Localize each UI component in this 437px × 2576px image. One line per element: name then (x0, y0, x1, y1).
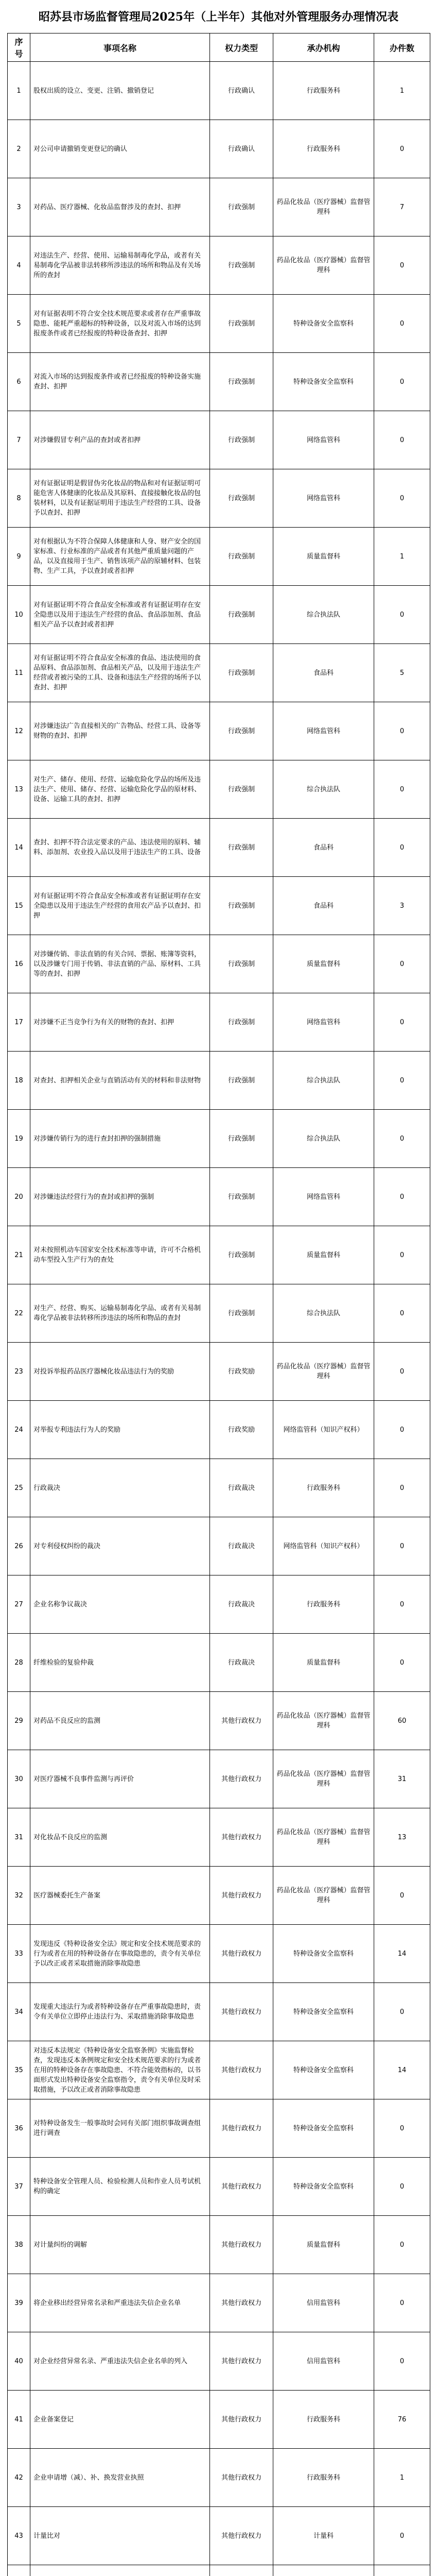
cell-name: 对投诉举报药品医疗器械化妆品违法行为的奖励 (30, 1343, 210, 1401)
cell-count: 14 (374, 1925, 430, 1983)
cell-name: 纤维检验的复验仲裁 (30, 1634, 210, 1692)
cell-seq: 35 (8, 2041, 30, 2099)
cell-count: 0 (374, 760, 430, 819)
cell-type: 行政裁决 (210, 1459, 273, 1517)
cell-name: 对违反本法规定《特种设备安全监察条例》实施监督检查，发现违反本条例规定和安全技术规范要求的行为或者在用的特种设备存在事故隐患、不符合能效指标的，以书面形式发出特种设备安全监察指令，责令有关单位及时采取措施，予以改正或者消除事故隐患 (30, 2041, 210, 2099)
cell-seq: 10 (8, 586, 30, 644)
cell-seq: 43 (8, 2507, 30, 2565)
cell-count: 0 (374, 2507, 430, 2565)
cell-name: 对涉嫌假冒专利产品的查封或者扣押 (30, 411, 210, 469)
cell-dept: 特种设备安全监察科 (273, 2041, 374, 2099)
cell-count: 60 (374, 1692, 430, 1750)
cell-seq: 7 (8, 411, 30, 469)
table-row (8, 2216, 430, 2274)
cell-count: 0 (374, 1226, 430, 1284)
cell-type (210, 2565, 273, 2576)
cell-name: 行政裁决 (30, 1459, 210, 1517)
cell-dept: 计量科 (273, 2507, 374, 2565)
cell-type: 其他行政权力 (210, 1983, 273, 2041)
table-row (8, 1284, 430, 1343)
table-row (8, 353, 430, 411)
cell-dept: 特种设备安全监察科 (273, 1983, 374, 2041)
cell-dept: 综合执法队 (273, 1052, 374, 1110)
cell-seq: 6 (8, 353, 30, 411)
cell-seq: 8 (8, 469, 30, 528)
table-row (8, 1692, 430, 1750)
cell-name: 对涉嫌传销、非法直销的有关合同、票据、账簿等资料，以及涉嫌专门用于传销、非法直销的产品、原材料、工具等的查封、扣押 (30, 935, 210, 993)
table-row (8, 2158, 430, 2216)
cell-type: 行政强制 (210, 1052, 273, 1110)
cell-count: 3 (374, 877, 430, 935)
cell-count: 0 (374, 586, 430, 644)
cell-seq: 36 (8, 2099, 30, 2158)
cell-count (374, 2565, 430, 2576)
cell-count: 0 (374, 1110, 430, 1168)
table-row (8, 1517, 430, 1575)
table-row (8, 1110, 430, 1168)
cell-type: 行政裁决 (210, 1634, 273, 1692)
cell-dept: 食品科 (273, 819, 374, 877)
cell-type: 行政强制 (210, 760, 273, 819)
cell-count: 0 (374, 295, 430, 353)
cell-count: 0 (374, 2274, 430, 2332)
cell-seq: 33 (8, 1925, 30, 1983)
cell-type: 其他行政权力 (210, 2216, 273, 2274)
table-row (8, 62, 430, 120)
cell-dept: 网络监管科 (273, 993, 374, 1052)
cell-type: 其他行政权力 (210, 1692, 273, 1750)
cell-dept: 综合执法队 (273, 1284, 374, 1343)
cell-type: 行政强制 (210, 178, 273, 236)
cell-name: 对计量纠纷的调解 (30, 2216, 210, 2274)
table-row (8, 1052, 430, 1110)
cell-type: 行政强制 (210, 1110, 273, 1168)
cell-name: 对查封、扣押相关企业与直销活动有关的材料和非法财物 (30, 1052, 210, 1110)
cell-type: 行政强制 (210, 935, 273, 993)
cell-count: 0 (374, 2099, 430, 2158)
cell-seq: 38 (8, 2216, 30, 2274)
cell-dept: 药品化妆品（医疗器械）监督管理科 (273, 1750, 374, 1808)
cell-seq: 30 (8, 1750, 30, 1808)
table-row (8, 2099, 430, 2158)
cell-seq: 1 (8, 62, 30, 120)
cell-type: 其他行政权力 (210, 2041, 273, 2099)
table-row (8, 178, 430, 236)
cell-seq: 4 (8, 236, 30, 295)
cell-seq: 12 (8, 702, 30, 760)
table-row (8, 1168, 430, 1226)
cell-name: 对医疗器械不良事件监测与再评价 (30, 1750, 210, 1808)
cell-type: 其他行政权力 (210, 2158, 273, 2216)
cell-type: 其他行政权力 (210, 2274, 273, 2332)
cell-count: 0 (374, 993, 430, 1052)
header-dept: 承办机构 (273, 33, 374, 62)
cell-type: 行政强制 (210, 236, 273, 295)
cell-type: 其他行政权力 (210, 2099, 273, 2158)
header-name: 事项名称 (30, 33, 210, 62)
table-row (8, 120, 430, 178)
cell-seq: 39 (8, 2274, 30, 2332)
cell-dept: 药品化妆品（医疗器械）监督管理科 (273, 178, 374, 236)
cell-dept: 网络监管科 (273, 702, 374, 760)
cell-type: 行政强制 (210, 295, 273, 353)
cell-seq: 16 (8, 935, 30, 993)
cell-type: 行政确认 (210, 62, 273, 120)
cell-dept (273, 2565, 374, 2576)
cell-name: 对有证据证明是假冒伪劣化妆品的物品和对有证据证明可能危害人体健康的化妆品及其原料、直接接触化妆品的包装材料，以及有证据证明用于违法生产经营的工具、设备予以查封、扣押 (30, 469, 210, 528)
cell-name: 对有证据证明不符合食品安全标准的食品、违法使用的食品原料、食品添加剂、食品相关产品，以及用于违法生产经营或者被污染的工具、设备和违法生产经营的场所予以查封、扣押 (30, 644, 210, 702)
cell-name: 对涉嫌违法经营行为的查封或扣押的强制 (30, 1168, 210, 1226)
cell-name: 对举报专利违法行为人的奖励 (30, 1401, 210, 1459)
header-type: 权力类型 (210, 33, 273, 62)
cell-name: 对企业经营异常名录、严重违法失信企业名单的列入 (30, 2332, 210, 2391)
cell-seq (8, 2565, 30, 2576)
cell-count: 0 (374, 2158, 430, 2216)
table-row (8, 644, 430, 702)
cell-count: 0 (374, 236, 430, 295)
cell-count: 0 (374, 1867, 430, 1925)
table-row (8, 819, 430, 877)
cell-seq: 31 (8, 1808, 30, 1867)
cell-seq: 15 (8, 877, 30, 935)
cell-name: 对药品不良反应的监测 (30, 1692, 210, 1750)
table-row (8, 702, 430, 760)
cell-dept: 质量监督科 (273, 935, 374, 993)
cell-seq: 22 (8, 1284, 30, 1343)
cell-name: 对涉嫌不正当竞争行为有关的财物的查封、扣押 (30, 993, 210, 1052)
cell-seq: 26 (8, 1517, 30, 1575)
cell-type: 其他行政权力 (210, 2391, 273, 2449)
cell-type: 行政强制 (210, 1226, 273, 1284)
cell-type: 行政强制 (210, 353, 273, 411)
table-row (8, 1867, 430, 1925)
cell-name: 对有证据证明不符合食品安全标准或者有证据证明存在安全隐患以及用于违法生产经营的食用农产品予以查封、扣押 (30, 877, 210, 935)
cell-seq: 5 (8, 295, 30, 353)
table-row (8, 1575, 430, 1634)
cell-count: 0 (374, 702, 430, 760)
cell-count: 76 (374, 2391, 430, 2449)
table-row (8, 935, 430, 993)
cell-seq: 24 (8, 1401, 30, 1459)
cell-name: 医疗器械委托生产备案 (30, 1867, 210, 1925)
cell-count: 0 (374, 2332, 430, 2391)
cell-count: 14 (374, 2041, 430, 2099)
cell-type: 行政奖励 (210, 1401, 273, 1459)
cell-seq: 17 (8, 993, 30, 1052)
cell-dept: 食品科 (273, 644, 374, 702)
cell-seq: 41 (8, 2391, 30, 2449)
cell-count: 0 (374, 411, 430, 469)
cell-dept: 综合执法队 (273, 760, 374, 819)
cell-count: 5 (374, 644, 430, 702)
cell-count: 0 (374, 1983, 430, 2041)
cell-seq: 27 (8, 1575, 30, 1634)
cell-dept: 药品化妆品（医疗器械）监督管理科 (273, 1867, 374, 1925)
cell-dept: 药品化妆品（医疗器械）监督管理科 (273, 1343, 374, 1401)
cell-seq: 34 (8, 1983, 30, 2041)
cell-count: 7 (374, 178, 430, 236)
cell-name: 对化妆品不良反应的监测 (30, 1808, 210, 1867)
cell-name: 对特种设备发生一般事故时会同有关部门组织事故调查组进行调查 (30, 2099, 210, 2158)
cell-count: 0 (374, 2216, 430, 2274)
header-count: 办件数 (374, 33, 430, 62)
cell-name: 对生产、经营、购买、运输易制毒化学品、或者有关易制毒化学品被非法转移所涉违法的场所和物品的查封 (30, 1284, 210, 1343)
cell-name: 特种设备安全管理人员、检验检测人员和作业人员考试机构的确定 (30, 2158, 210, 2216)
table-row (8, 2449, 430, 2507)
cell-type: 其他行政权力 (210, 1925, 273, 1983)
cell-seq: 29 (8, 1692, 30, 1750)
cell-dept: 质量监督科 (273, 1634, 374, 1692)
table-row (8, 528, 430, 586)
table-row (8, 993, 430, 1052)
cell-dept: 行政服务科 (273, 1459, 374, 1517)
services-table (7, 33, 430, 2576)
cell-seq: 23 (8, 1343, 30, 1401)
cell-type: 行政强制 (210, 644, 273, 702)
header-seq: 序号 (8, 33, 30, 62)
table-row (8, 411, 430, 469)
cell-dept: 行政服务科 (273, 62, 374, 120)
cell-dept: 特种设备安全监察科 (273, 1925, 374, 1983)
cell-seq: 37 (8, 2158, 30, 2216)
table-row (8, 1983, 430, 2041)
cell-dept: 网络监管科 (273, 1168, 374, 1226)
table-row (8, 586, 430, 644)
cell-type: 其他行政权力 (210, 2507, 273, 2565)
table-row (8, 1750, 430, 1808)
table-header-row (8, 33, 430, 62)
cell-dept: 行政服务科 (273, 2449, 374, 2507)
cell-type: 行政强制 (210, 993, 273, 1052)
cell-type: 行政强制 (210, 411, 273, 469)
cell-name: 对药品、医疗器械、化妆品监督涉及的查封、扣押 (30, 178, 210, 236)
cell-seq: 11 (8, 644, 30, 702)
cell-seq: 3 (8, 178, 30, 236)
cell-count: 0 (374, 1575, 430, 1634)
cell-dept: 行政服务科 (273, 120, 374, 178)
table-row (8, 2274, 430, 2332)
cell-name: 对有证据证明不符合食品安全标准或者有证据证明存在安全隐患以及用于违法生产经营的食品、食品添加剂、食品相关产品予以查封或者扣押 (30, 586, 210, 644)
cell-seq: 42 (8, 2449, 30, 2507)
cell-type: 行政强制 (210, 1284, 273, 1343)
cell-count: 0 (374, 1459, 430, 1517)
table-row (8, 2391, 430, 2449)
cell-name: 企业名称争议裁决 (30, 1575, 210, 1634)
cell-dept: 药品化妆品（医疗器械）监督管理科 (273, 1808, 374, 1867)
cell-type: 行政确认 (210, 120, 273, 178)
table-row (8, 2332, 430, 2391)
cell-seq: 25 (8, 1459, 30, 1517)
cell-type: 行政强制 (210, 586, 273, 644)
cell-name: 对专利侵权纠纷的裁决 (30, 1517, 210, 1575)
cell-seq: 18 (8, 1052, 30, 1110)
cell-count: 0 (374, 1401, 430, 1459)
cell-seq: 40 (8, 2332, 30, 2391)
cell-name: 对未按照机动车国家安全技术标准等申请，许可不合格机动车型投入生产行为的查处 (30, 1226, 210, 1284)
cell-seq: 14 (8, 819, 30, 877)
cell-dept: 特种设备安全监察科 (273, 2158, 374, 2216)
cell-seq: 20 (8, 1168, 30, 1226)
cell-seq: 2 (8, 120, 30, 178)
table-row (8, 2565, 430, 2576)
cell-count: 0 (374, 1168, 430, 1226)
cell-dept: 药品化妆品（医疗器械）监督管理科 (273, 1692, 374, 1750)
cell-type: 行政奖励 (210, 1343, 273, 1401)
cell-type: 行政强制 (210, 528, 273, 586)
cell-type: 其他行政权力 (210, 2449, 273, 2507)
cell-dept: 信用监管科 (273, 2274, 374, 2332)
cell-seq: 9 (8, 528, 30, 586)
cell-name: 发现重大违法行为或者特种设备存在严重事故隐患时，责令有关单位立即停止违法行为、采取措施消除事故隐患 (30, 1983, 210, 2041)
cell-count: 13 (374, 1808, 430, 1867)
cell-dept: 综合执法队 (273, 1110, 374, 1168)
cell-dept: 网络监管科（知识产权科） (273, 1517, 374, 1575)
page-title: 昭苏县市场监督管理局2025年（上半年）其他对外管理服务办理情况表 (38, 10, 399, 24)
table-row (8, 760, 430, 819)
cell-dept: 网络监管科 (273, 411, 374, 469)
cell-dept: 行政服务科 (273, 1575, 374, 1634)
cell-type: 行政强制 (210, 1168, 273, 1226)
cell-name: 对违法生产、经营、使用、运输易制毒化学品，或者有关易制毒化学品被非法转移所涉违法的场所和物品及有关场所的查封 (30, 236, 210, 295)
cell-dept: 特种设备安全监察科 (273, 295, 374, 353)
cell-dept: 质量监督科 (273, 1226, 374, 1284)
cell-dept: 特种设备安全监察科 (273, 353, 374, 411)
table-row (8, 1459, 430, 1517)
cell-name: 对生产、储存、使用、经营、运输危险化学品的场所及违法生产、使用、储存、经营、运输危险化学品的原材料、设备、运输工具的查封、扣押 (30, 760, 210, 819)
cell-seq: 13 (8, 760, 30, 819)
cell-count: 0 (374, 819, 430, 877)
table-row (8, 877, 430, 935)
cell-count: 31 (374, 1750, 430, 1808)
cell-type: 其他行政权力 (210, 1808, 273, 1867)
cell-count: 0 (374, 353, 430, 411)
cell-type: 行政裁决 (210, 1575, 273, 1634)
cell-dept: 网络监管科 (273, 469, 374, 528)
cell-type: 行政强制 (210, 469, 273, 528)
cell-name: 对有根据认为不符合保障人体健康和人身、财产安全的国家标准、行业标准的产品或者有其他严重质量问题的产品，以及直接用于生产、销售该项产品的原辅材料、包装物、生产工具，予以查封或者扣押 (30, 528, 210, 586)
cell-name: 计量比对 (30, 2507, 210, 2565)
cell-dept: 信用监管科 (273, 2332, 374, 2391)
cell-dept: 食品科 (273, 877, 374, 935)
cell-name: 对流入市场的达到报废条件或者已经报废的特种设备实施查封、扣押 (30, 353, 210, 411)
table-row (8, 1634, 430, 1692)
cell-name: 查封、扣押不符合法定要求的产品、违法使用的原料、辅料、添加剂、农业投入品以及用于违法生产的工具、设备 (30, 819, 210, 877)
cell-type: 行政裁决 (210, 1517, 273, 1575)
cell-dept: 综合执法队 (273, 586, 374, 644)
cell-count: 0 (374, 120, 430, 178)
table-row (8, 236, 430, 295)
cell-seq: 19 (8, 1110, 30, 1168)
cell-type: 行政强制 (210, 819, 273, 877)
table-row (8, 1925, 430, 1983)
cell-dept: 质量监督科 (273, 528, 374, 586)
table-row (8, 1401, 430, 1459)
cell-count: 1 (374, 528, 430, 586)
cell-count: 1 (374, 62, 430, 120)
table-row (8, 2507, 430, 2565)
table-row (8, 1343, 430, 1401)
cell-type: 行政强制 (210, 877, 273, 935)
cell-name: 企业备案登记 (30, 2391, 210, 2449)
table-row (8, 295, 430, 353)
table-row (8, 469, 430, 528)
cell-count: 0 (374, 1052, 430, 1110)
cell-count: 0 (374, 1284, 430, 1343)
cell-name: 发现违反《特种设备安全法》规定和安全技术规范要求的行为或者在用的特种设备存在事故隐患的，责令有关单位予以改正或者采取措施消除事故隐患 (30, 1925, 210, 1983)
cell-count: 0 (374, 935, 430, 993)
cell-dept: 质量监督科 (273, 2216, 374, 2274)
table-row (8, 1226, 430, 1284)
cell-count: 1 (374, 2449, 430, 2507)
cell-type: 其他行政权力 (210, 1750, 273, 1808)
cell-name: 企业申请增（减）、补、换发营业执照 (30, 2449, 210, 2507)
cell-type: 其他行政权力 (210, 1867, 273, 1925)
cell-seq: 32 (8, 1867, 30, 1925)
cell-name: 股权出质的设立、变更、注销、撤销登记 (30, 62, 210, 120)
cell-count: 0 (374, 469, 430, 528)
cell-dept: 网络监管科（知识产权科） (273, 1401, 374, 1459)
cell-count: 0 (374, 1343, 430, 1401)
cell-name (30, 2565, 210, 2576)
cell-name: 将企业移出经营异常名录和严重违法失信企业名单 (30, 2274, 210, 2332)
cell-dept: 行政服务科 (273, 2391, 374, 2449)
cell-count: 0 (374, 1634, 430, 1692)
cell-name: 对涉嫌传销行为的进行查封扣押的强制措施 (30, 1110, 210, 1168)
cell-type: 行政强制 (210, 702, 273, 760)
cell-dept: 药品化妆品（医疗器械）监督管理科 (273, 236, 374, 295)
cell-name: 对公司申请撤销变更登记的确认 (30, 120, 210, 178)
table-body (8, 62, 430, 2576)
table-row (8, 1808, 430, 1867)
cell-name: 对有证据表明不符合安全技术规范要求或者存在严重事故隐患、能耗严重超标的特种设备，以及对流入市场的达到报废条件或者已经报废的特种设备查封、扣押 (30, 295, 210, 353)
cell-seq: 28 (8, 1634, 30, 1692)
cell-name: 对涉嫌违法广告直接相关的广告物品、经营工具、设备等财物的查封、扣押 (30, 702, 210, 760)
cell-seq: 21 (8, 1226, 30, 1284)
cell-count: 0 (374, 1517, 430, 1575)
table-row (8, 2041, 430, 2099)
cell-type: 其他行政权力 (210, 2332, 273, 2391)
cell-dept: 特种设备安全监察科 (273, 2099, 374, 2158)
